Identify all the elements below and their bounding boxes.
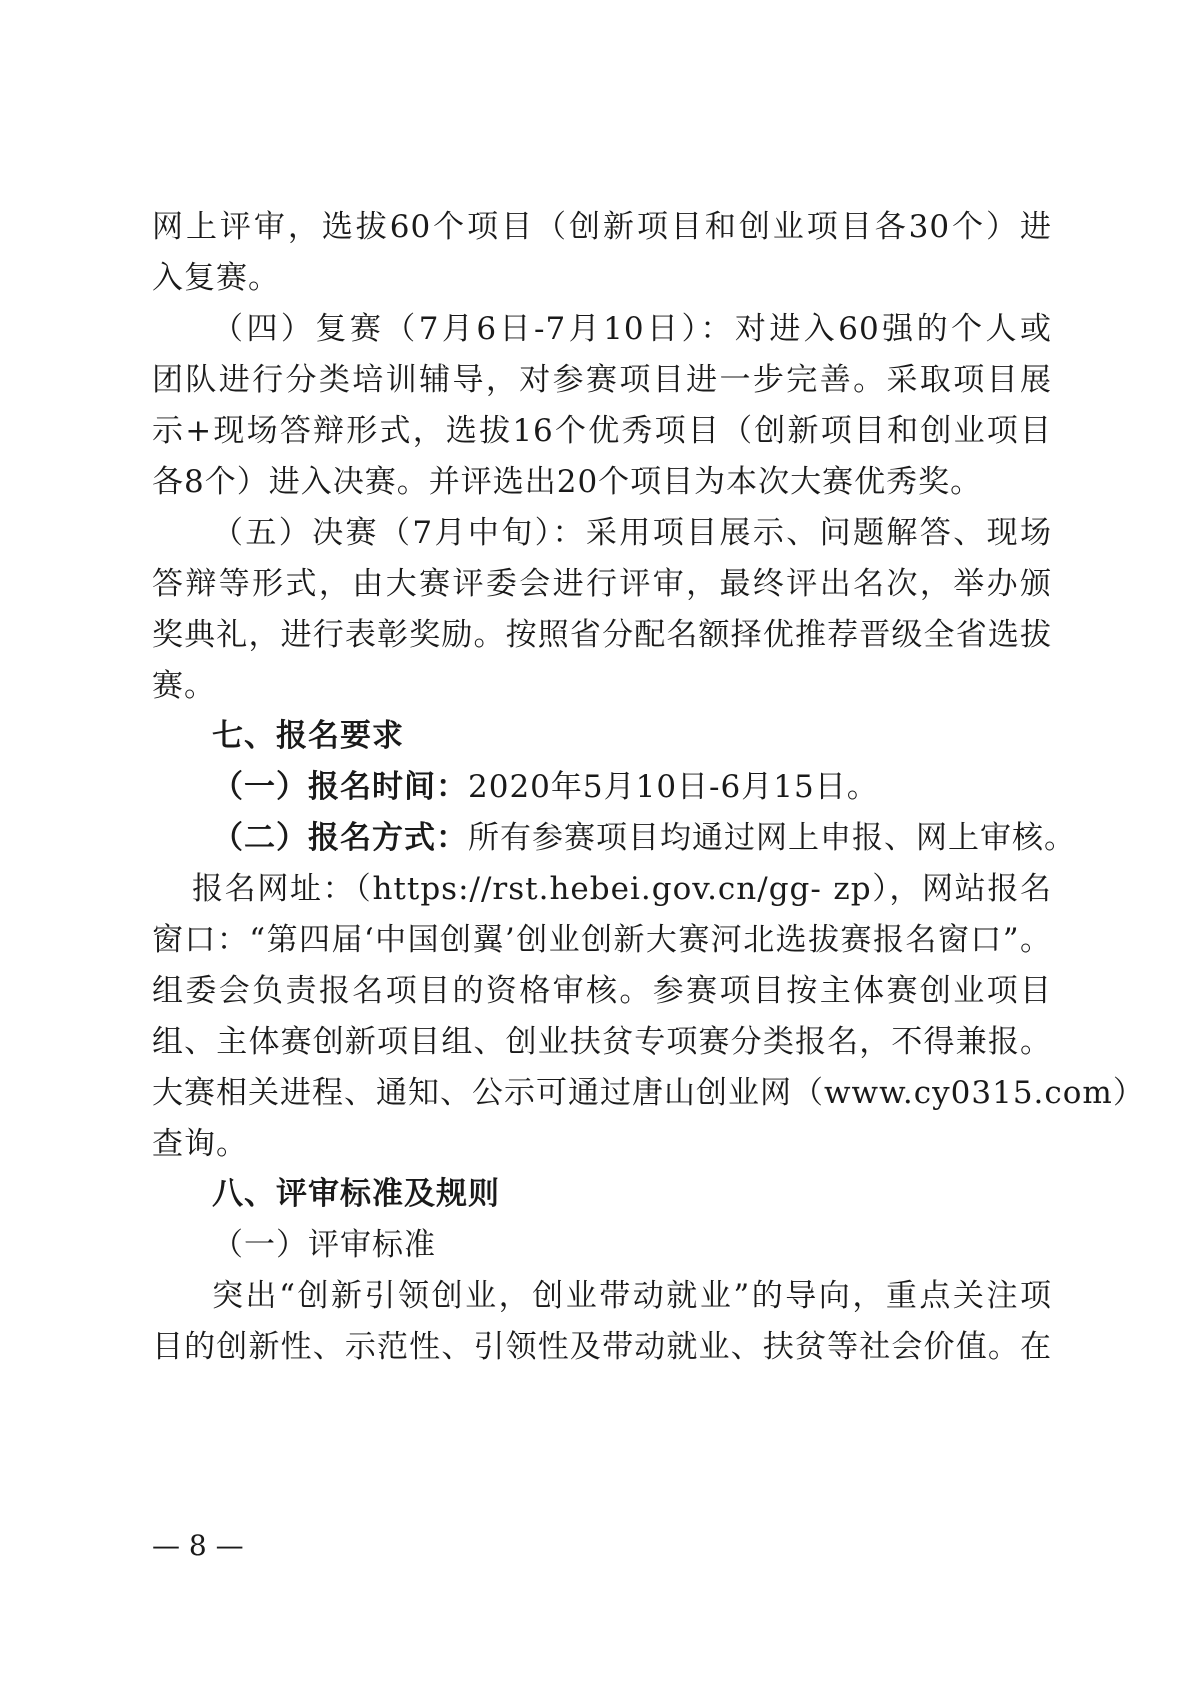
paragraph-line: 窗口：“第四届‘中国创翼’创业创新大赛河北选拔赛报名窗口”。 — [152, 922, 1052, 958]
paragraph-line: 入复赛。 — [152, 260, 280, 296]
paragraph-line — [212, 767, 1052, 807]
subheading: （一）评审标准 — [212, 1227, 436, 1263]
paragraph-line: 报名网址：（https://rst.hebei.gov.cn/gg- zp），网站报名 — [192, 871, 1052, 907]
subheading-label: （二）报名方式： — [212, 820, 468, 856]
paragraph-line: 查询。 — [152, 1126, 248, 1162]
paragraph-line: 网上评审，选拔60个项目（创新项目和创业项目各30个）进 — [152, 209, 1052, 245]
paragraph-line: 答辩等形式，由大赛评委会进行评审，最终评出名次，举办颁 — [152, 566, 1052, 602]
subheading-label: （一）报名时间： — [212, 769, 468, 805]
paragraph-line: （五）决赛（7月中旬）：采用项目展示、问题解答、现场 — [212, 515, 1052, 551]
paragraph-line: 示+现场答辩形式，选拔16个优秀项目（创新项目和创业项目 — [152, 413, 1052, 449]
page-number: — 8 — — [152, 1529, 244, 1562]
registration-method: 所有参赛项目均通过网上申报、网上审核。 — [468, 820, 1076, 856]
section-heading: 八、评审标准及规则 — [212, 1176, 500, 1212]
paragraph-line: 大赛相关进程、通知、公示可通过唐山创业网（www.cy0315.com） — [152, 1075, 1145, 1111]
registration-time: 2020年5月10日-6月15日。 — [468, 769, 879, 805]
paragraph-line: 突出“创新引领创业，创业带动就业”的导向，重点关注项 — [212, 1278, 1052, 1314]
paragraph-line: 赛。 — [152, 668, 216, 704]
paragraph-line: （四）复赛（7月6日-7月10日）：对进入60强的个人或 — [212, 311, 1052, 347]
paragraph-line: 组、主体赛创新项目组、创业扶贫专项赛分类报名，不得兼报。 — [152, 1024, 1052, 1060]
paragraph-line: 团队进行分类培训辅导，对参赛项目进一步完善。采取项目展 — [152, 362, 1052, 398]
paragraph-line: 组委会负责报名项目的资格审核。参赛项目按主体赛创业项目 — [152, 973, 1052, 1009]
paragraph-line: 奖典礼，进行表彰奖励。按照省分配名额择优推荐晋级全省选拔 — [152, 617, 1052, 653]
paragraph-line: 目的创新性、示范性、引领性及带动就业、扶贫等社会价值。在 — [152, 1329, 1052, 1365]
section-heading: 七、报名要求 — [212, 718, 404, 754]
paragraph-line: 各8个）进入决赛。并评选出20个项目为本次大赛优秀奖。 — [152, 464, 983, 500]
paragraph-line — [212, 818, 1076, 858]
